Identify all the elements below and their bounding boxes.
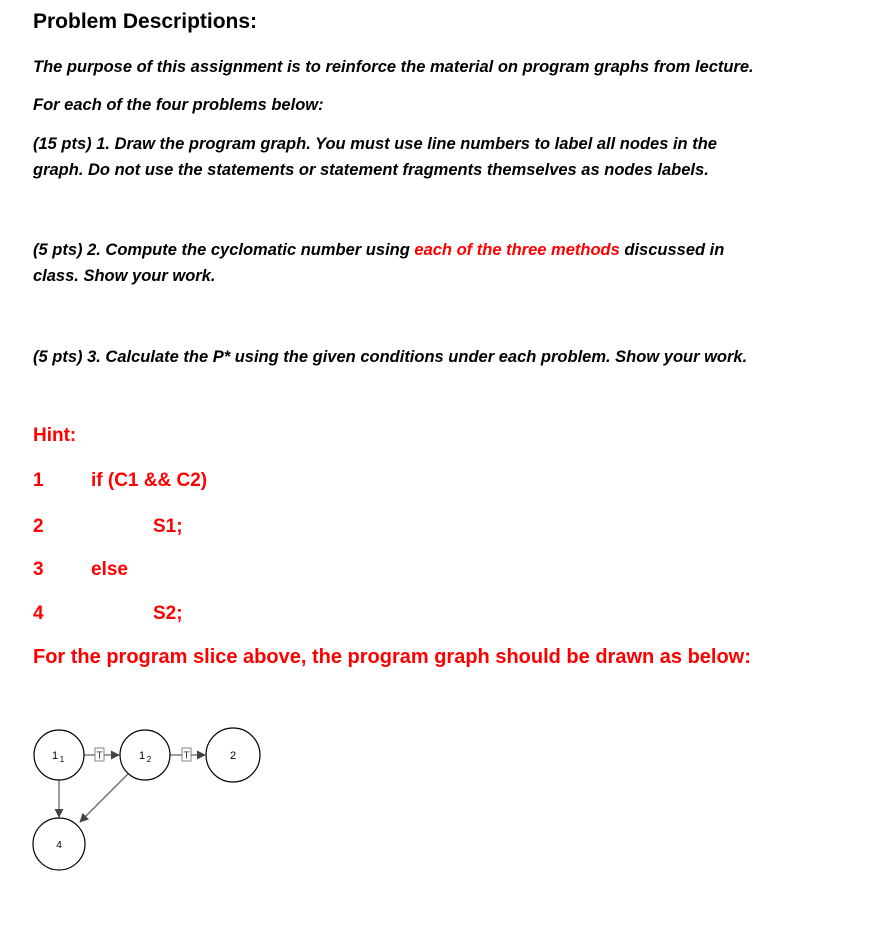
node-label: 1 xyxy=(138,750,146,762)
graph-node-2 xyxy=(206,728,260,782)
edge-1-2-to-4 xyxy=(80,774,128,822)
code-line-number: 2 xyxy=(33,516,44,537)
problem-2-line-1 xyxy=(33,241,724,260)
node-subscript: 1 xyxy=(59,755,65,764)
code-line-text: else xyxy=(91,559,128,580)
graph-node-1-1 xyxy=(34,730,84,780)
code-line-text: S1; xyxy=(153,516,183,537)
problem-2-line-2: class. Show your work. xyxy=(33,267,216,285)
code-line-text: S2; xyxy=(153,603,183,624)
problem-1-line-1: (15 pts) 1. Draw the program graph. You must use line numbers to label all nodes in the xyxy=(33,135,717,153)
problem-1-line-2: graph. Do not use the statements or statement fragments themselves as nodes labels. xyxy=(33,161,709,179)
purpose-text: The purpose of this assignment is to reinforce the material on program graphs from lecture. xyxy=(33,58,754,76)
graph-node-1-2 xyxy=(120,730,170,780)
node-label: 4 xyxy=(56,840,62,851)
node-label: 1 xyxy=(51,750,59,762)
node-subscript: 2 xyxy=(146,755,152,764)
node-label: 2 xyxy=(229,750,237,762)
problem-2-highlight: each of the three methods xyxy=(414,241,620,259)
page-heading: Problem Descriptions: xyxy=(33,10,258,33)
program-graph xyxy=(0,700,300,890)
problem-3-line-1: (5 pts) 3. Calculate the P* using the given conditions under each problem. Show your work. xyxy=(33,348,748,366)
problem-2-prefix: (5 pts) 2. Compute the cyclomatic number using xyxy=(33,241,415,259)
code-line-number: 1 xyxy=(33,470,44,491)
code-line-text: if (C1 && C2) xyxy=(91,470,208,491)
problem-2-suffix: discussed in xyxy=(619,241,725,259)
code-line-number: 4 xyxy=(33,603,44,624)
edge-label-t: T xyxy=(183,750,190,762)
program-slice-note: For the program slice above, the program graph should be drawn as below: xyxy=(33,646,751,668)
hint-label: Hint: xyxy=(33,425,77,446)
graph-node-4 xyxy=(33,818,85,870)
edge-label-t: T xyxy=(96,750,103,762)
instructions-intro: For each of the four problems below: xyxy=(33,96,324,114)
code-line-number: 3 xyxy=(33,559,44,580)
